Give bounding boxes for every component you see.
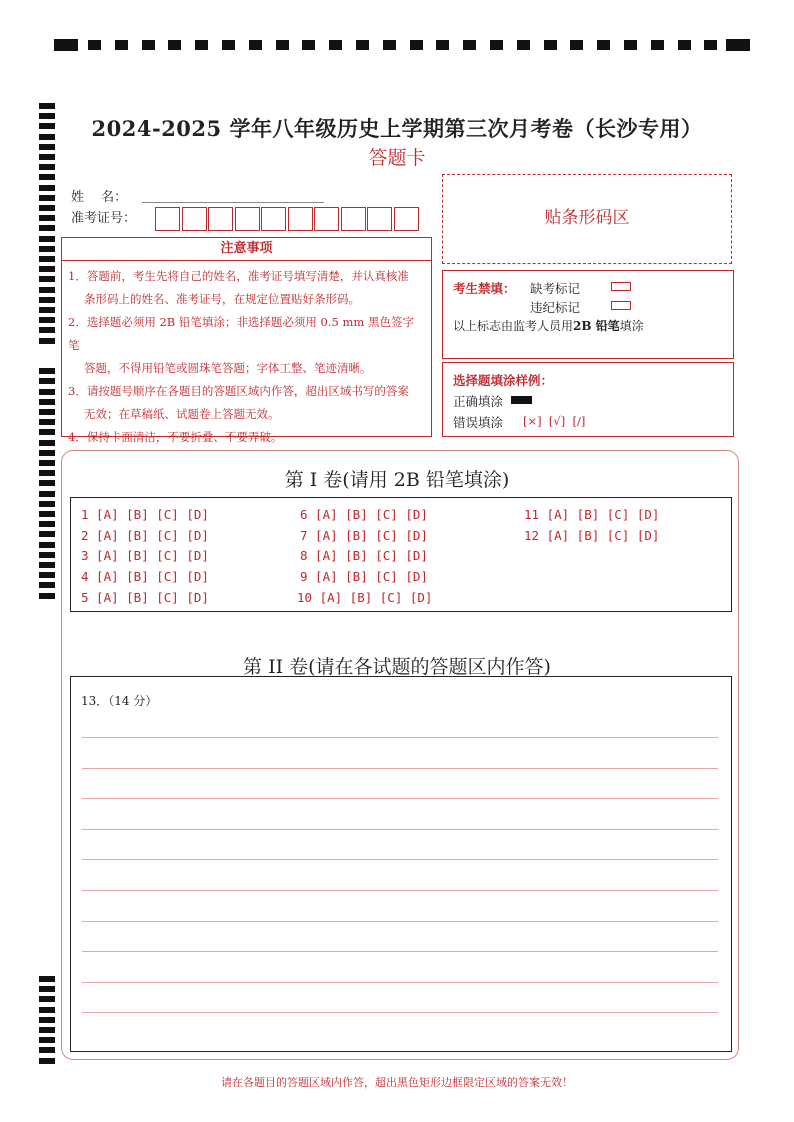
multiple-choice-box <box>70 497 732 612</box>
timing-mark <box>597 40 610 50</box>
wrong-fill-samples: [×] [√] [/] <box>523 414 586 428</box>
id-digit-box[interactable] <box>288 207 313 231</box>
timing-mark <box>142 40 155 50</box>
timing-mark <box>39 986 55 992</box>
notice-item: 无效；在草稿纸、试题卷上答题无效。 <box>84 407 280 421</box>
id-digit-box[interactable] <box>314 207 339 231</box>
timing-mark <box>39 225 55 231</box>
timing-mark <box>195 40 208 50</box>
absent-mark-box[interactable] <box>611 282 631 291</box>
timing-mark <box>570 40 583 50</box>
id-digit-box[interactable] <box>367 207 392 231</box>
timing-mark <box>39 246 55 252</box>
notice-item: 1．答题前，考生先将自己的姓名，准考证号填写清楚，并认真核准 <box>68 269 409 283</box>
id-digit-box[interactable] <box>341 207 366 231</box>
notice-item: 答题，不得用铅笔或圆珠笔答题；字体工整、笔迹清晰。 <box>84 361 372 375</box>
mc-question-6[interactable]: 6 [A] [B] [C] [D] <box>300 507 428 522</box>
answer-line <box>82 982 718 983</box>
timing-mark <box>249 40 262 50</box>
timing-mark <box>39 521 55 527</box>
timing-mark <box>39 552 55 558</box>
answer-line <box>82 1012 718 1013</box>
timing-mark <box>39 389 55 395</box>
notice-item: 条形码上的姓名、准考证号，在规定位置贴好条形码。 <box>84 292 360 306</box>
id-digit-box[interactable] <box>235 207 260 231</box>
correct-label: 正确填涂 <box>453 394 504 409</box>
timing-mark <box>39 287 55 293</box>
mc-question-8[interactable]: 8 [A] [B] [C] [D] <box>300 548 428 564</box>
timing-mark <box>383 40 396 50</box>
timing-mark <box>544 40 557 50</box>
answer-line <box>82 798 718 799</box>
id-digit-box[interactable] <box>394 207 419 231</box>
timing-mark <box>168 40 181 50</box>
timing-mark <box>517 40 530 50</box>
timing-mark <box>39 1058 55 1064</box>
timing-mark <box>276 40 289 50</box>
timing-mark <box>39 205 55 211</box>
timing-mark <box>39 572 55 578</box>
answer-line <box>82 737 718 738</box>
id-label: 准考证号： <box>71 211 137 226</box>
timing-mark <box>39 501 55 507</box>
violation-label: 违纪标记 <box>530 300 581 315</box>
timing-mark <box>39 215 55 221</box>
id-digit-box[interactable] <box>208 207 233 231</box>
notice-heading: 注意事项 <box>62 238 431 261</box>
timing-mark <box>436 40 449 50</box>
timing-mark <box>329 40 342 50</box>
notice-box <box>61 237 432 444</box>
timing-mark <box>39 450 55 456</box>
timing-mark <box>39 266 55 272</box>
timing-mark <box>39 399 55 405</box>
notice-item: 4．保持卡面清洁，不要折叠、不要弄破。 <box>68 430 283 444</box>
timing-mark <box>302 40 315 50</box>
section2-title: 第 II 卷(请在各试题的答题区内作答) <box>243 656 551 678</box>
timing-mark <box>39 419 55 425</box>
id-digit-box[interactable] <box>261 207 286 231</box>
timing-mark <box>39 511 55 517</box>
timing-mark <box>39 582 55 588</box>
mc-question-7[interactable]: 7 [A] [B] [C] [D] <box>300 527 428 543</box>
notice-item: 2．选择题必须用 2B 铅笔填涂；非选择题必须用 0.5 mm 黑色签字笔 <box>68 315 414 352</box>
id-digit-box[interactable] <box>155 207 180 231</box>
wrong-label: 错误填涂 <box>453 415 504 430</box>
mc-question-1[interactable]: 1 [A] [B] [C] [D] <box>81 507 209 522</box>
timing-mark <box>726 39 750 51</box>
answer-line <box>82 768 718 769</box>
essay-answer-box[interactable] <box>70 676 732 1052</box>
barcode-area: 贴条形码区 <box>442 174 732 264</box>
forbid-note: 以上标志由监考人员用2B 铅笔填涂 <box>453 319 644 333</box>
timing-mark <box>39 338 55 344</box>
timing-mark <box>39 317 55 323</box>
timing-mark <box>39 531 55 537</box>
timing-mark <box>39 103 55 109</box>
timing-mark <box>678 40 691 50</box>
mc-question-2[interactable]: 2 [A] [B] [C] [D] <box>81 527 209 543</box>
timing-mark <box>410 40 423 50</box>
timing-mark <box>39 327 55 333</box>
correct-fill-sample <box>511 396 532 404</box>
timing-mark <box>54 39 78 51</box>
timing-mark <box>356 40 369 50</box>
timing-mark <box>39 593 55 599</box>
timing-mark <box>39 378 55 384</box>
timing-mark <box>624 40 637 50</box>
timing-mark <box>39 236 55 242</box>
timing-mark <box>39 440 55 446</box>
timing-mark <box>39 1047 55 1053</box>
footer-warning: 请在各题目的答题区域内作答，超出黑色矩形边框限定区域的答案无效！ <box>221 1076 573 1089</box>
violation-mark-box[interactable] <box>611 301 631 310</box>
top-timing-marks <box>54 38 750 52</box>
timing-mark <box>39 976 55 982</box>
section1-title: 第 I 卷(请用 2B 铅笔填涂) <box>284 469 510 491</box>
forbid-box <box>442 270 734 359</box>
timing-mark <box>39 409 55 415</box>
timing-mark <box>39 276 55 282</box>
mc-question-11[interactable]: 11 [A] [B] [C] [D] <box>524 507 660 522</box>
notice-list <box>62 261 431 449</box>
notice-item: 3．请按题号顺序在各题目的答题区域内作答，超出区域书写的答案 <box>68 384 409 398</box>
answer-line <box>82 921 718 922</box>
timing-mark <box>39 542 55 548</box>
fill-sample-box <box>442 362 734 437</box>
mc-question-12[interactable]: 12 [A] [B] [C] [D] <box>524 527 660 543</box>
name-field[interactable] <box>142 202 324 203</box>
timing-mark <box>39 368 55 374</box>
timing-mark <box>88 40 101 50</box>
timing-mark <box>39 297 55 303</box>
answer-line <box>82 951 718 952</box>
timing-mark <box>463 40 476 50</box>
answer-line <box>82 890 718 891</box>
mc-question-10[interactable]: 10 [A] [B] [C] [D] <box>297 589 433 605</box>
timing-mark <box>39 1007 55 1013</box>
timing-mark <box>490 40 503 50</box>
timing-mark <box>39 429 55 435</box>
id-digit-box[interactable] <box>182 207 207 231</box>
name-label: 姓 名： <box>71 190 128 205</box>
page-title: 2024-2025 学年八年级历史上学期第三次月考卷（长沙专用） <box>91 116 703 141</box>
mc-question-3[interactable]: 3 [A] [B] [C] [D] <box>81 548 209 564</box>
timing-mark <box>39 307 55 313</box>
mc-question-9[interactable]: 9 [A] [B] [C] [D] <box>300 569 428 585</box>
timing-mark <box>39 185 55 191</box>
timing-mark <box>39 562 55 568</box>
timing-mark <box>39 1037 55 1043</box>
timing-mark <box>704 40 717 50</box>
page-subtitle: 答题卡 <box>368 147 426 169</box>
timing-mark <box>39 174 55 180</box>
answer-line <box>82 829 718 830</box>
timing-mark <box>39 195 55 201</box>
forbid-label: 考生禁填： <box>453 281 516 296</box>
timing-mark <box>39 1027 55 1033</box>
timing-mark <box>39 256 55 262</box>
mc-question-4[interactable]: 4 [A] [B] [C] [D] <box>81 569 209 585</box>
sample-title: 选择题填涂样例： <box>453 373 554 388</box>
timing-mark <box>39 996 55 1002</box>
timing-mark <box>39 1017 55 1023</box>
absent-label: 缺考标记 <box>530 281 581 296</box>
timing-mark <box>222 40 235 50</box>
answer-line <box>82 859 718 860</box>
timing-mark <box>651 40 664 50</box>
timing-mark <box>115 40 128 50</box>
question-13-label: 13．（14 分） <box>81 694 158 708</box>
mc-question-5[interactable]: 5 [A] [B] [C] [D] <box>81 589 209 605</box>
